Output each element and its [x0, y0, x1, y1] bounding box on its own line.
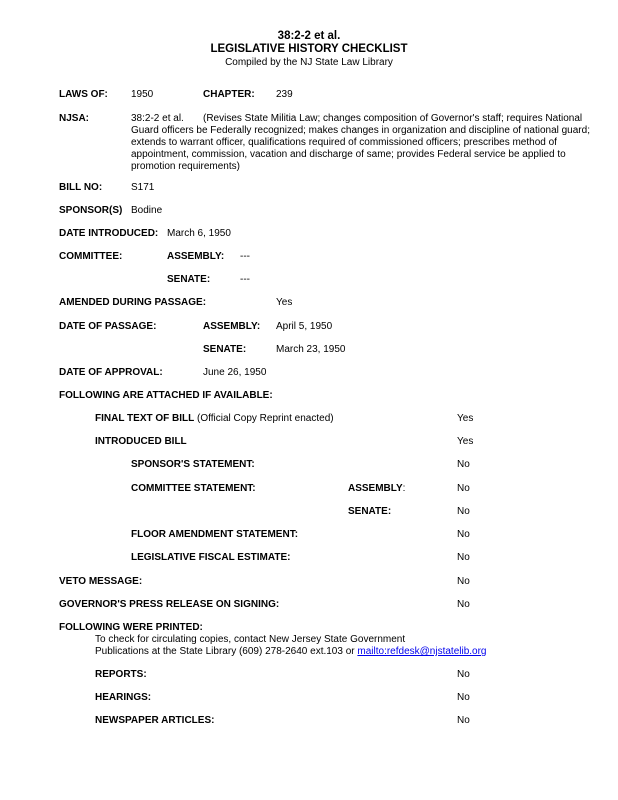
- printed-note-text: Publications at the State Library (609) 278-2640 ext.103 or: [95, 646, 355, 657]
- sponsors-value: Bodine: [131, 205, 163, 216]
- passage-senate-value: March 23, 1950: [276, 344, 346, 355]
- printed-heading: FOLLOWING WERE PRINTED:: [59, 622, 203, 633]
- introduced-bill-label: INTRODUCED BILL: [95, 436, 187, 447]
- committee-assembly-label: ASSEMBLY:: [167, 251, 225, 262]
- committee-statement-label: COMMITTEE STATEMENT:: [131, 483, 256, 494]
- hearings-label: HEARINGS:: [95, 692, 152, 703]
- newspaper-articles-label: NEWSPAPER ARTICLES:: [95, 715, 215, 726]
- floor-amendment-value: No: [457, 529, 470, 540]
- committee-label: COMMITTEE:: [59, 251, 123, 262]
- passage-assembly-value: April 5, 1950: [276, 321, 333, 332]
- date-of-passage-label: DATE OF PASSAGE:: [59, 321, 157, 332]
- bill-no-value: S171: [131, 182, 155, 193]
- committee-senate-label: SENATE:: [167, 274, 211, 285]
- date-introduced-value: March 6, 1950: [167, 228, 231, 239]
- floor-amendment-label: FLOOR AMENDMENT STATEMENT:: [131, 529, 299, 540]
- passage-assembly-label: ASSEMBLY:: [203, 321, 261, 332]
- citation-title: 38:2-2 et al.: [277, 30, 341, 42]
- njsa-label: NJSA:: [59, 113, 90, 124]
- veto-message-value: No: [457, 576, 470, 587]
- sponsors-label: SPONSOR(S): [59, 205, 123, 216]
- printed-note-line1: To check for circulating copies, contact New Jersey State Government: [95, 634, 406, 645]
- bill-no-label: BILL NO:: [59, 182, 103, 193]
- email-link[interactable]: mailto:refdesk@njstatelib.org: [357, 646, 487, 657]
- amended-value: Yes: [276, 297, 293, 308]
- committee-statement-assembly: ASSEMBLY:: [348, 483, 406, 494]
- njsa-citation: 38:2-2 et al.: [131, 113, 184, 124]
- veto-message-label: VETO MESSAGE:: [59, 576, 143, 587]
- printed-note-line2: [95, 646, 487, 658]
- sponsor-statement-label: SPONSOR'S STATEMENT:: [131, 459, 255, 470]
- date-of-approval-label: DATE OF APPROVAL:: [59, 367, 163, 378]
- introduced-bill-value: Yes: [457, 436, 474, 447]
- committee-statement-senate-value: No: [457, 506, 470, 517]
- final-text-value: Yes: [457, 413, 474, 424]
- date-of-approval-value: June 26, 1950: [203, 367, 267, 378]
- njsa-description: (Revises State Militia Law; changes composition of Governor's staff; requires National Guard officers be Federally recognized; makes changes in organization and discipline of national guard; extends to warrant officer, qualifications required of commissioned officers; prescribes method of appointment, commission, vacation and discharge of same; provides Federal service be applied to promotion requirements): [131, 113, 590, 172]
- date-introduced-label: DATE INTRODUCED:: [59, 228, 159, 239]
- committee-assembly-value: ---: [240, 251, 250, 262]
- committee-senate-value: ---: [240, 274, 250, 285]
- newspaper-articles-value: No: [457, 715, 470, 726]
- fiscal-estimate-value: No: [457, 552, 470, 563]
- committee-statement-assembly-value: No: [457, 483, 470, 494]
- chapter-value: 239: [276, 89, 293, 100]
- amended-label: AMENDED DURING PASSAGE:: [59, 297, 207, 308]
- committee-statement-senate-label: SENATE:: [348, 506, 392, 517]
- final-text-row: [95, 413, 334, 425]
- final-text-label: FINAL TEXT OF BILL: [95, 413, 195, 424]
- laws-of-value: 1950: [131, 89, 154, 100]
- hearings-value: No: [457, 692, 470, 703]
- final-text-note: (Official Copy Reprint enacted): [197, 413, 334, 424]
- chapter-label: CHAPTER:: [203, 89, 255, 100]
- press-release-value: No: [457, 599, 470, 610]
- attached-heading: FOLLOWING ARE ATTACHED IF AVAILABLE:: [59, 390, 273, 401]
- press-release-label: GOVERNOR'S PRESS RELEASE ON SIGNING:: [59, 599, 280, 610]
- reports-label: REPORTS:: [95, 669, 147, 680]
- committee-statement-assembly-label: ASSEMBLY: [348, 483, 403, 494]
- fiscal-estimate-label: LEGISLATIVE FISCAL ESTIMATE:: [131, 552, 291, 563]
- page-title: LEGISLATIVE HISTORY CHECKLIST: [210, 43, 408, 55]
- compiled-by: Compiled by the NJ State Law Library: [225, 57, 393, 68]
- laws-of-label: LAWS OF:: [59, 89, 108, 100]
- reports-value: No: [457, 669, 470, 680]
- passage-senate-label: SENATE:: [203, 344, 247, 355]
- sponsor-statement-value: No: [457, 459, 470, 470]
